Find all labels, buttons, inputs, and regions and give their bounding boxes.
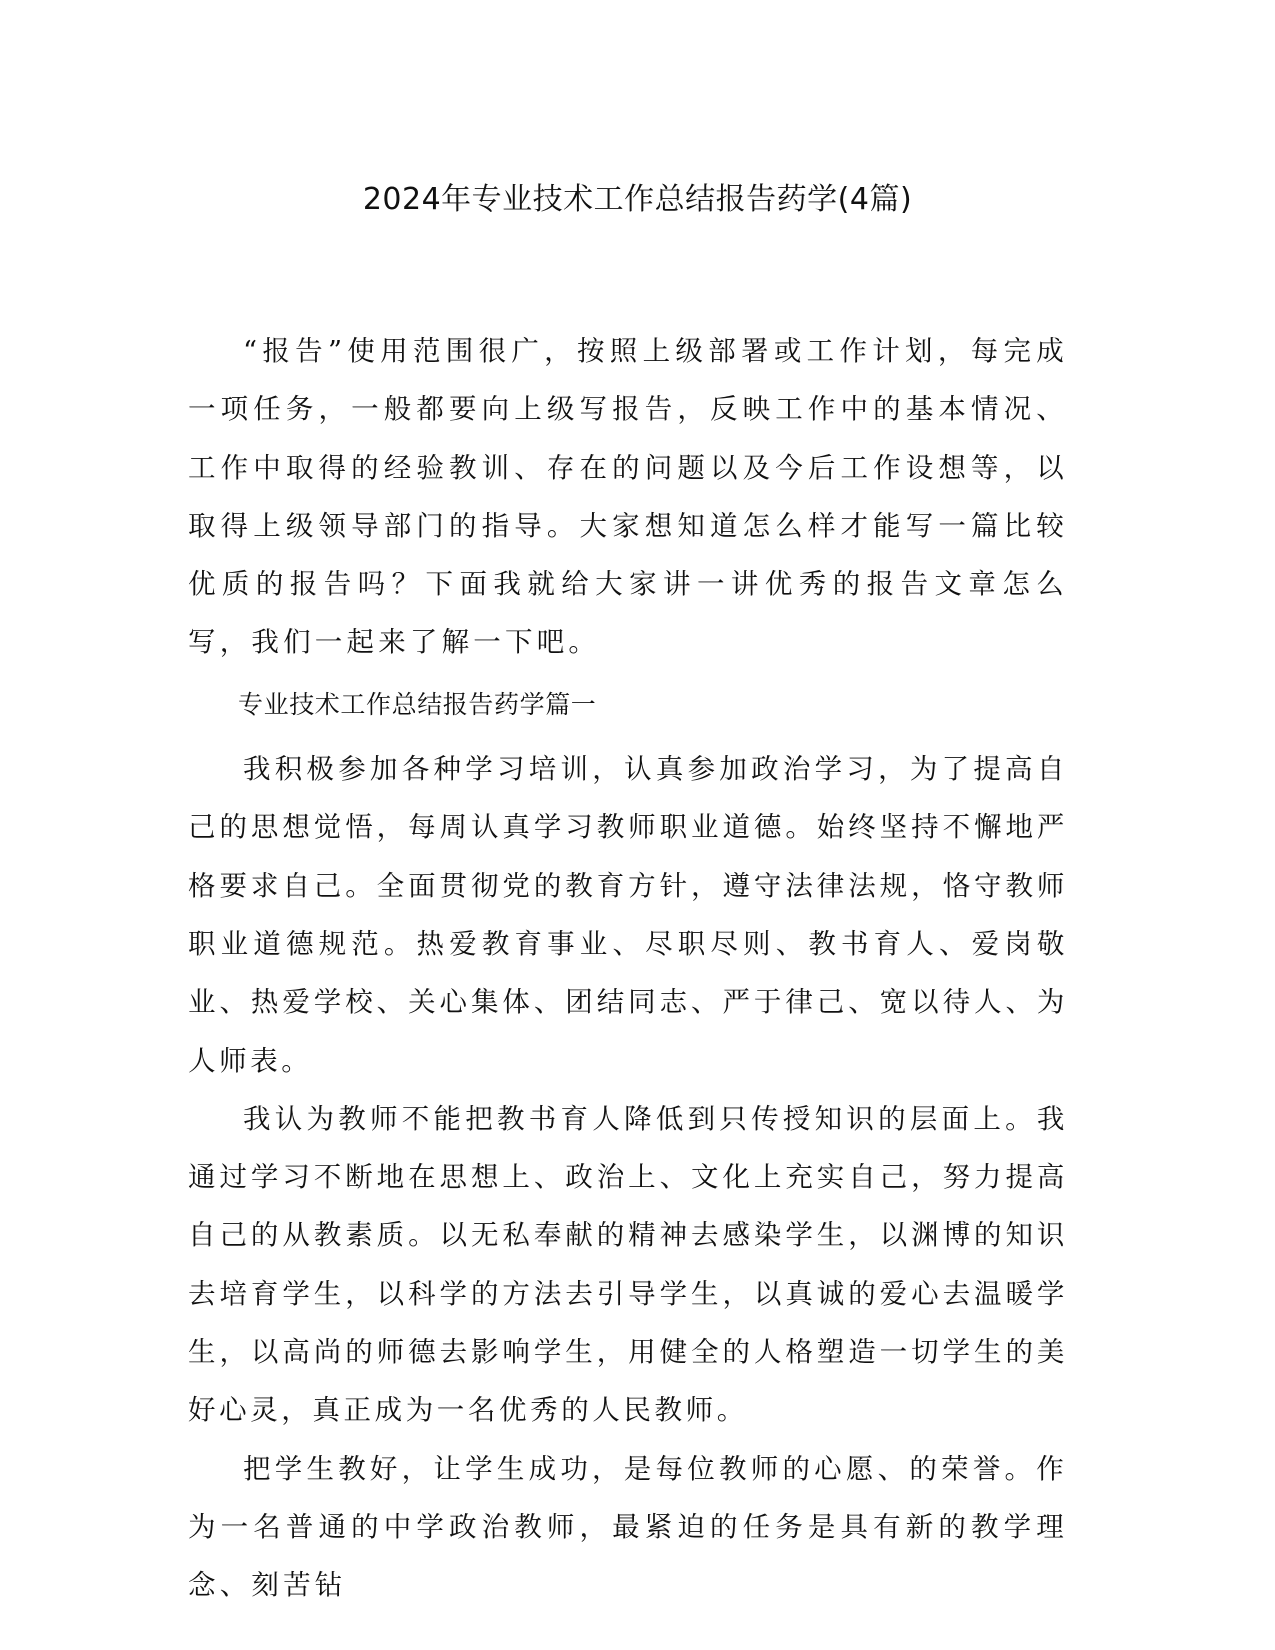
document-title: 2024年专业技术工作总结报告药学(4篇) xyxy=(362,182,913,217)
body-paragraph: 我积极参加各种学习培训，认真参加政治学习，为了提高自己的思想觉悟，每周认真学习教师职业道德。始终坚持不懈地严格要求自己。全面贯彻党的教育方针，遵守法律法规，恪守教师职业道德规范。热爱教育事业、尽职尽则、教书育人、爱岗敬业、热爱学校、关心集体、团结同志、严于律己、宽以待人、为人师表。 xyxy=(188,753,1068,1077)
section-heading: 专业技术工作总结报告药学篇一 xyxy=(238,689,597,719)
body-paragraph: 我认为教师不能把教书育人降低到只传授知识的层面上。我通过学习不断地在思想上、政治上、文化上充实自己，努力提高自己的从教素质。以无私奉献的精神去感染学生，以渊博的知识去培育学生，以科学的方法去引导学生，以真诚的爱心去温暖学生，以高尚的师德去影响学生，用健全的人格塑造一切学生的美好心灵，真正成为一名优秀的人民教师。 xyxy=(188,1102,1068,1427)
document-body xyxy=(188,322,1068,1615)
body-paragraph: 把学生教好，让学生成功，是每位教师的心愿、的荣誉。作为一名普通的中学政治教师，最紧迫的任务是具有新的教学理念、刻苦钻 xyxy=(188,1452,1068,1602)
intro-paragraph: “报告”使用范围很广，按照上级部署或工作计划，每完成一项任务，一般都要向上级写报告，反映工作中的基本情况、工作中取得的经验教训、存在的问题以及今后工作设想等，以取得上级领导部门的指导。大家想知道怎么样才能写一篇比较优质的报告吗？下面我就给大家讲一讲优秀的报告文章怎么写，我们一起来了解一下吧。 xyxy=(188,335,1068,659)
